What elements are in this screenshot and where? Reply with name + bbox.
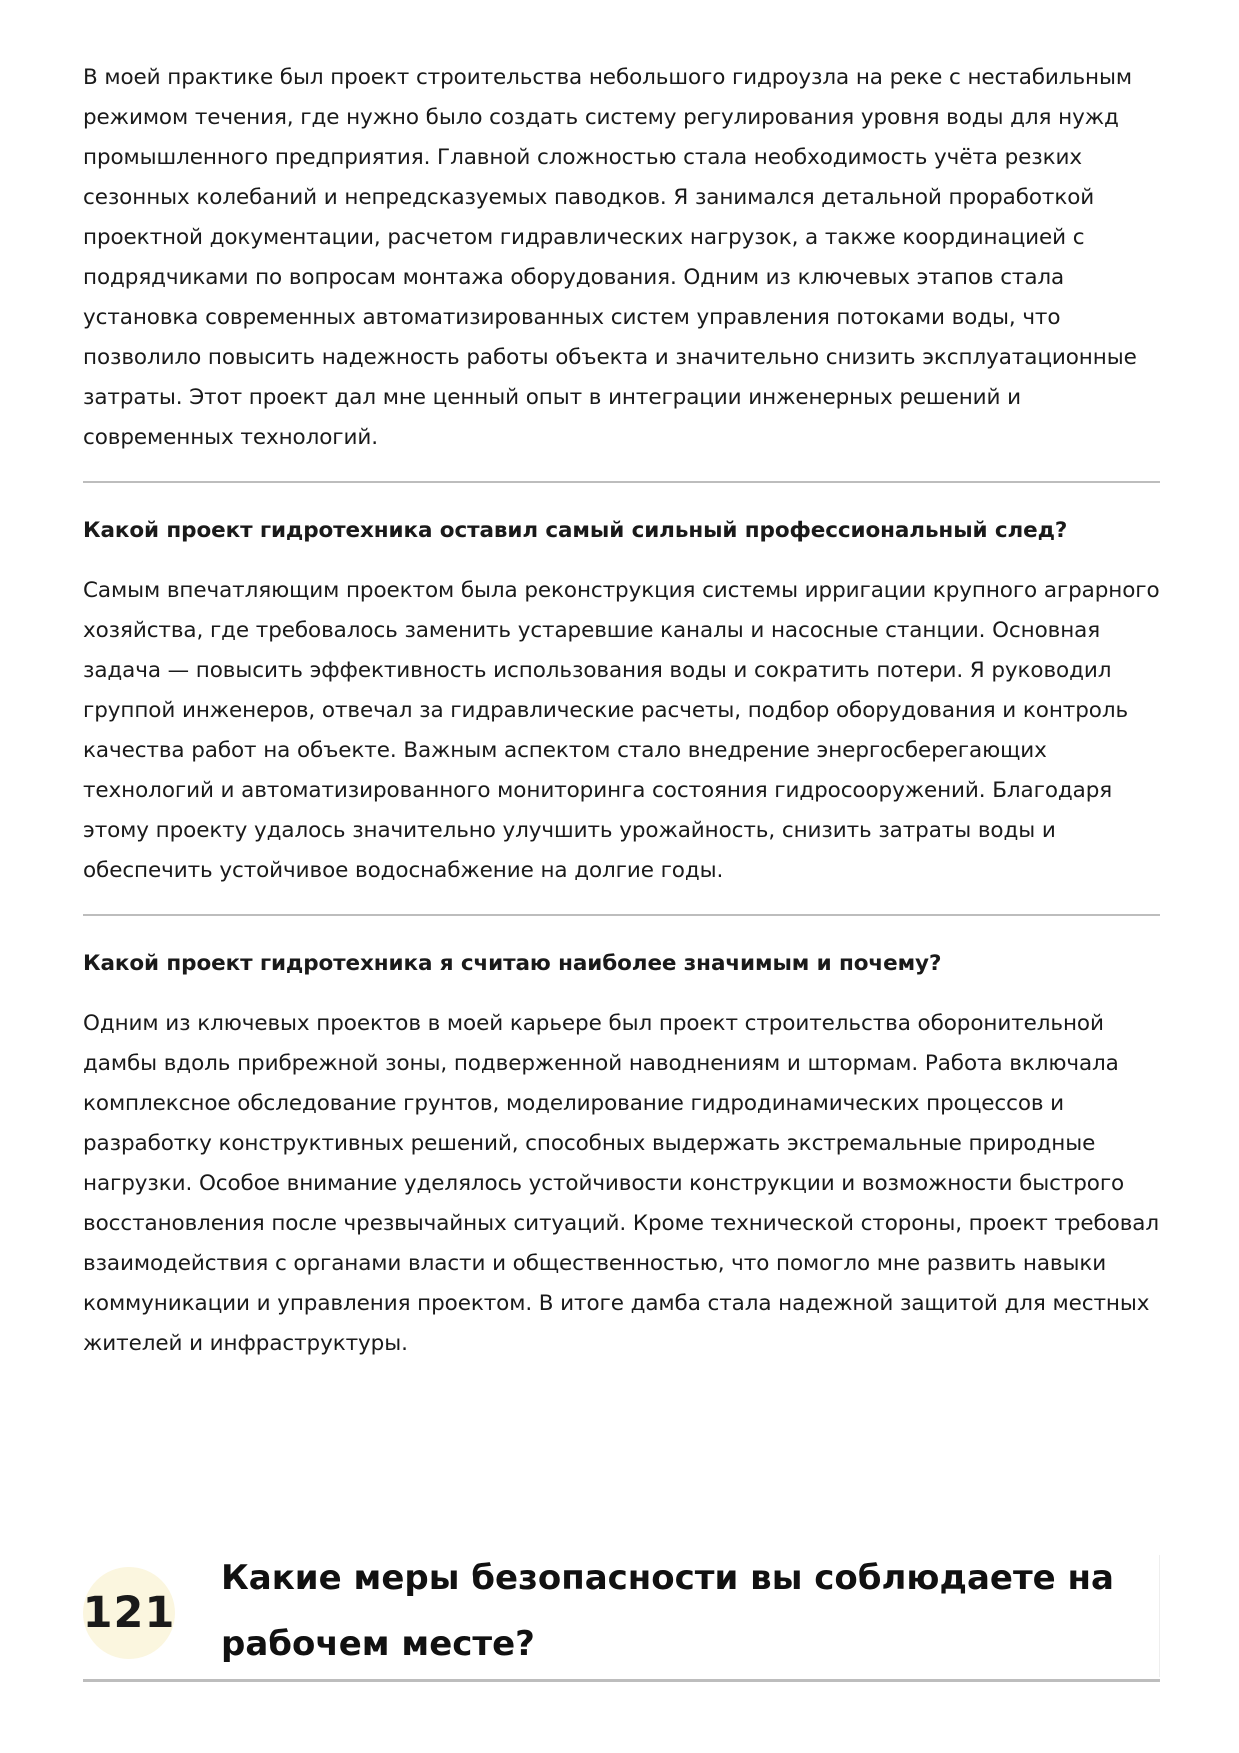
document-body xyxy=(83,58,1160,1364)
question-heading: Какой проект гидротехника я считаю наиболее значимым и почему? xyxy=(83,951,942,976)
section-divider xyxy=(83,481,1160,483)
next-section-header xyxy=(83,1551,1160,1681)
question-number-badge: 121 xyxy=(83,1567,175,1659)
answer-paragraph: Самым впечатляющим проектом была реконструкция системы ирригации крупного аграрного хозяйства, где требовалось заменить устаревшие каналы и насосные станции. Основная задача — повысить эффективность использования воды и сократить потери. Я руководил группой инженеров, отвечал за гидравлические расчеты, подбор оборудования и контроль качества работ на объекте. Важным аспектом стало внедрение энергосберегающих технологий и автоматизированного мониторинга состояния гидросооружений. Благодаря этому проекту удалось значительно улучшить урожайность, снизить затраты воды и обеспечить устойчивое водоснабжение на долгие годы. xyxy=(83,578,1160,883)
section-title-underline xyxy=(83,1679,1160,1682)
section-divider xyxy=(83,914,1160,916)
question-heading: Какой проект гидротехника оставил самый сильный профессиональный след? xyxy=(83,518,1068,543)
answer-paragraph: Одним из ключевых проектов в моей карьере был проект строительства оборонительной дамбы вдоль прибрежной зоны, подверженной наводнениям и штормам. Работа включала комплексное обследование грунтов, моделирование гидродинамических процессов и разработку конструктивных решений, способных выдержать экстремальные природные нагрузки. Особое внимание уделялось устойчивости конструкции и возможности быстрого восстановления после чрезвычайных ситуаций. Кроме технической стороны, проект требовал взаимодействия с органами власти и общественностью, что помогло мне развить навыки коммуникации и управления проектом. В итоге дамба стала надежной защитой для местных жителей и инфраструктуры. xyxy=(83,1011,1159,1356)
header-edge xyxy=(1159,1555,1160,1677)
section-title: Какие меры безопасности вы соблюдаете на рабочем месте? xyxy=(221,1558,1114,1664)
intro-paragraph: В моей практике был проект строительства небольшого гидроузла на реке с нестабильным режимом течения, где нужно было создать систему регулирования уровня воды для нужд промышленного предприятия. Главной сложностью стала необходимость учёта резких сезонных колебаний и непредсказуемых паводков. Я занимался детальной проработкой проектной документации, расчетом гидравлических нагрузок, а также координацией с подрядчиками по вопросам монтажа оборудования. Одним из ключевых этапов стала установка современных автоматизированных систем управления потоками воды, что позволило повысить надежность работы объекта и значительно снизить эксплуатационные затраты. Этот проект дал мне ценный опыт в интеграции инженерных решений и современных технологий. xyxy=(83,65,1137,450)
